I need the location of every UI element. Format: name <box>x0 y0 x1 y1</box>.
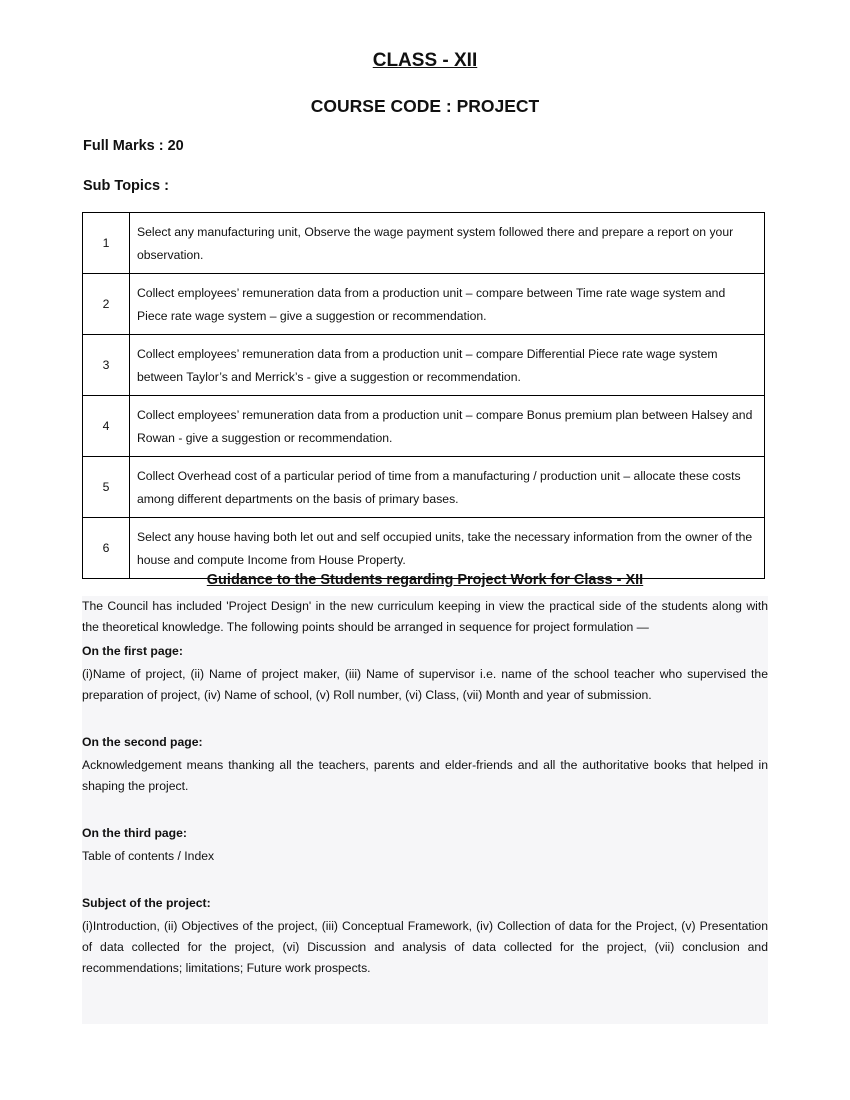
table-row <box>83 274 765 335</box>
topic-text: Select any manufacturing unit, Observe the wage payment system followed there and prepare a report on your observation. <box>130 213 765 274</box>
topic-text: Collect Overhead cost of a particular period of time from a manufacturing / production unit – allocate these costs among different departments on the basis of primary bases. <box>130 457 765 518</box>
table-row <box>83 518 765 579</box>
guidance-intro: The Council has included 'Project Design' in the new curriculum keeping in view the practical side of the students along with the theoretical knowledge. The following points should be arranged in sequence for project formulation — <box>82 599 768 634</box>
topic-number: 5 <box>83 457 130 518</box>
sub-topics-label: Sub Topics : <box>83 178 169 194</box>
full-marks-label: Full Marks : 20 <box>83 138 184 154</box>
second-page-heading: On the second page: <box>82 735 203 749</box>
spacer <box>82 797 768 823</box>
guidance-section <box>82 596 768 1024</box>
topic-text: Collect employees’ remuneration data from a production unit – compare between Time rate wage system and Piece rate wage system – give a suggestion or recommendation. <box>130 274 765 335</box>
topic-number: 6 <box>83 518 130 579</box>
table-row <box>83 396 765 457</box>
third-page-text: Table of contents / Index <box>82 849 215 863</box>
topic-text: Collect employees’ remuneration data from a production unit – compare Bonus premium plan between Halsey and Rowan - give a suggestion or recommendation. <box>130 396 765 457</box>
second-page-text: Acknowledgement means thanking all the teachers, parents and elder-friends and all the authoritative books that helped in shaping the project. <box>82 758 768 793</box>
third-page-heading: On the third page: <box>82 826 187 840</box>
topic-text: Collect employees’ remuneration data from a production unit – compare Differential Piece rate wage system between Taylor’s and Merrick’s - give a suggestion or recommendation. <box>130 335 765 396</box>
course-code-heading: COURSE CODE : PROJECT <box>310 96 540 116</box>
topic-number: 2 <box>83 274 130 335</box>
table-row <box>83 335 765 396</box>
first-page-heading: On the first page: <box>82 644 183 658</box>
guidance-heading: Guidance to the Students regarding Project Work for Class - XII <box>206 572 644 588</box>
topic-number: 4 <box>83 396 130 457</box>
first-page-text: (i)Name of project, (ii) Name of project maker, (iii) Name of supervisor i.e. name of the school teacher who supervised the preparation of project, (iv) Name of school, (v) Roll number, (vi) Class, (vii) Month and year of submission. <box>82 667 768 702</box>
table-row <box>83 457 765 518</box>
subject-text: (i)Introduction, (ii) Objectives of the project, (iii) Conceptual Framework, (iv) Collection of data for the Project, (v) Presentation of data collected for the project, (vi) Discussion and analysis of data collected for the project, (vii) conclusion and recommendations; limitations; Future work prospects. <box>82 919 768 975</box>
table-row <box>83 213 765 274</box>
topic-number: 1 <box>83 213 130 274</box>
class-title: CLASS - XII <box>372 50 478 71</box>
spacer <box>82 706 768 732</box>
sub-topics-table <box>82 212 765 579</box>
topic-number: 3 <box>83 335 130 396</box>
spacer <box>82 867 768 893</box>
topic-text: Select any house having both let out and self occupied units, take the necessary information from the owner of the house and compute Income from House Property. <box>130 518 765 579</box>
subject-heading: Subject of the project: <box>82 896 211 910</box>
